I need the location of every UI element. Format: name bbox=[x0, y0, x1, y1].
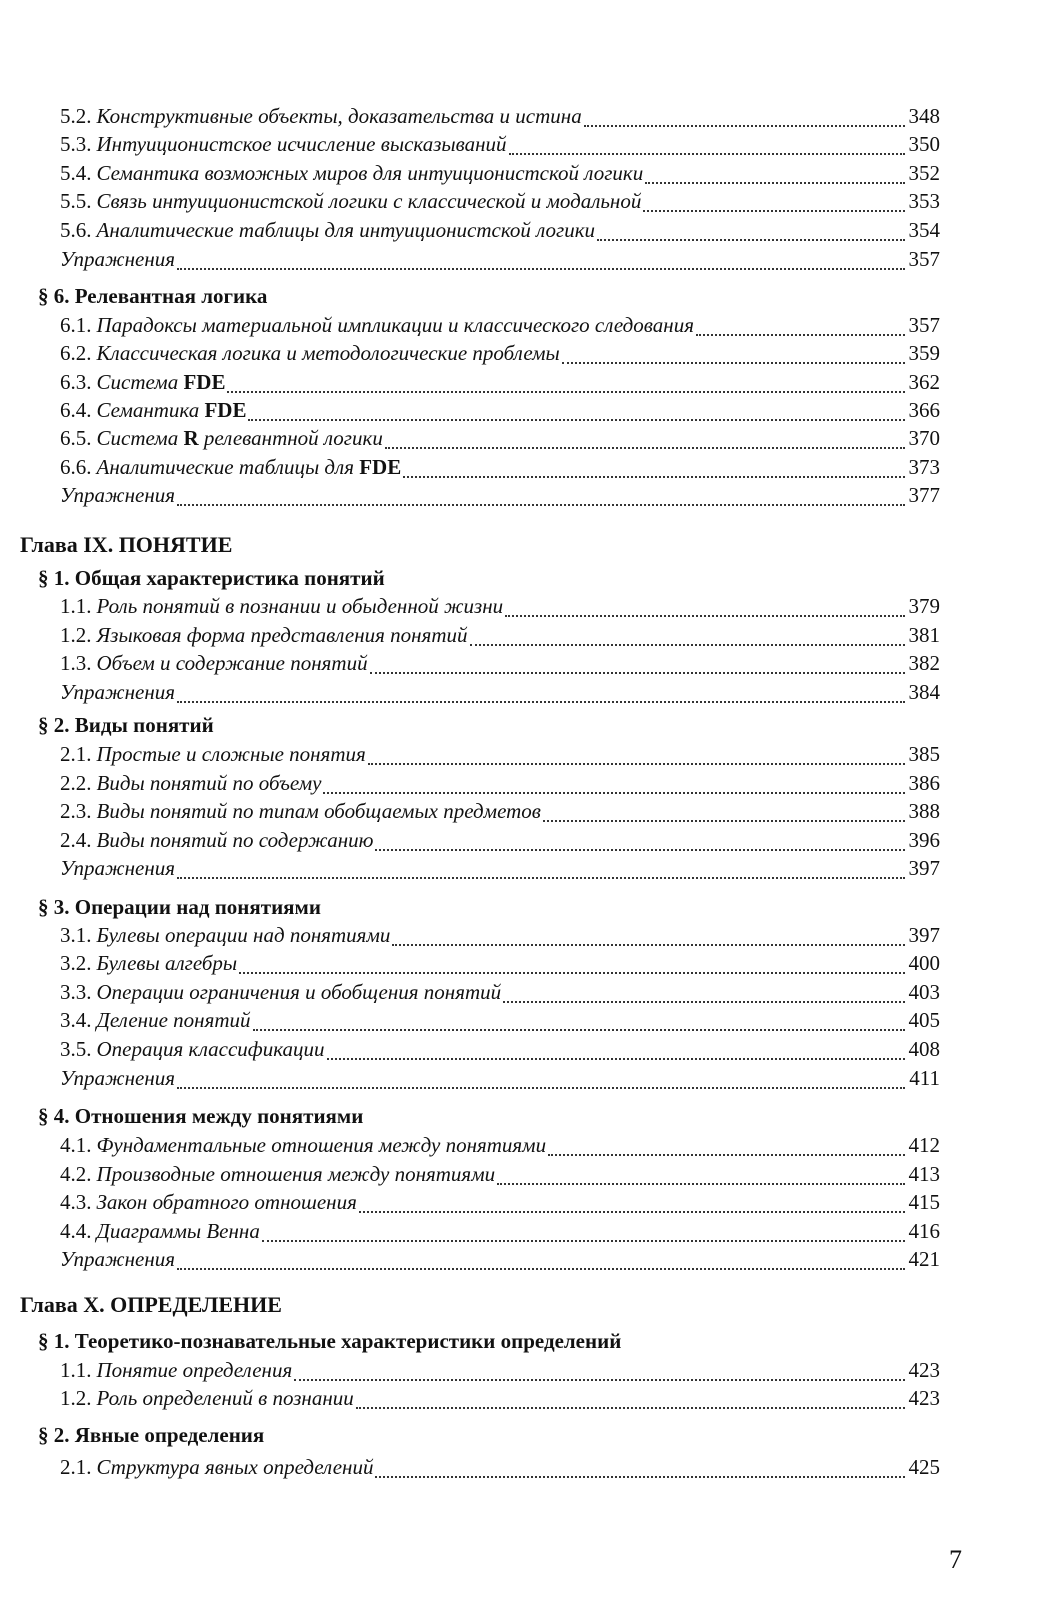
entry-title-text: Связь интуиционистской логики с классической и модальной bbox=[96, 189, 642, 213]
entry-number: 1.1. bbox=[60, 594, 92, 618]
entry-title-text: Деление понятий bbox=[96, 1008, 251, 1032]
section-heading: § 1. Теоретико-познавательные характеристики определений bbox=[38, 1329, 622, 1353]
entry-number: 3.2. bbox=[60, 951, 92, 975]
entry-title bbox=[97, 1006, 251, 1034]
entry-number: 4.4. bbox=[60, 1219, 92, 1243]
entry-number: 3.4. bbox=[60, 1008, 92, 1032]
toc-entry[interactable] bbox=[60, 102, 940, 130]
dot-leader bbox=[294, 1379, 904, 1381]
entry-number: 3.1. bbox=[60, 923, 92, 947]
dot-leader bbox=[505, 615, 904, 617]
entry-number: 4.1. bbox=[60, 1133, 92, 1157]
toc-entry[interactable] bbox=[60, 978, 940, 1006]
dot-leader bbox=[177, 504, 905, 506]
entry-title-text: Понятие определения bbox=[96, 1358, 293, 1382]
entry-title bbox=[97, 216, 596, 244]
entry-number: 2.3. bbox=[60, 799, 92, 823]
entry-title bbox=[97, 1356, 293, 1384]
entry-page: 416 bbox=[908, 1219, 940, 1243]
dot-leader bbox=[248, 419, 904, 421]
dot-leader bbox=[253, 1029, 905, 1031]
entry-title-text: Упражнения bbox=[60, 1066, 175, 1090]
entry-title-text: Парадоксы материальной импликации и классического следования bbox=[96, 313, 694, 337]
entry-number: 6.3. bbox=[60, 370, 92, 394]
entry-title-text: Конструктивные объекты, доказательства и истина bbox=[96, 104, 582, 128]
entry-page: 384 bbox=[908, 680, 940, 704]
entry-page: 403 bbox=[908, 980, 940, 1004]
section-heading: § 2. Виды понятий bbox=[38, 713, 214, 737]
entry-title bbox=[60, 1245, 175, 1273]
entry-title bbox=[60, 1064, 175, 1092]
dot-leader bbox=[177, 877, 905, 879]
toc-entry[interactable] bbox=[60, 396, 940, 424]
toc-entry[interactable] bbox=[60, 481, 940, 509]
entry-page: 411 bbox=[909, 1066, 940, 1090]
entry-page: 353 bbox=[908, 189, 940, 213]
entry-title-text: Закон обратного отношения bbox=[96, 1190, 357, 1214]
toc-entry[interactable] bbox=[60, 826, 940, 854]
entry-number: 6.6. bbox=[60, 455, 92, 479]
dot-leader bbox=[359, 1211, 905, 1213]
toc-entry[interactable] bbox=[60, 797, 940, 825]
entry-title bbox=[97, 339, 560, 367]
entry-number: 4.2. bbox=[60, 1162, 92, 1186]
toc-entry[interactable] bbox=[60, 1160, 940, 1188]
dot-leader bbox=[696, 334, 905, 336]
dot-leader bbox=[227, 391, 904, 393]
toc-entry[interactable] bbox=[60, 649, 940, 677]
toc-entry[interactable] bbox=[60, 1453, 940, 1481]
entry-title bbox=[97, 368, 226, 396]
entry-number: 5.6. bbox=[60, 218, 92, 242]
entry-page: 408 bbox=[908, 1037, 940, 1061]
entry-title-text: Аналитические таблицы для интуиционистской логики bbox=[96, 218, 596, 242]
entry-page: 352 bbox=[908, 161, 940, 185]
entry-title bbox=[97, 592, 504, 620]
entry-number: 6.2. bbox=[60, 341, 92, 365]
toc-entry[interactable] bbox=[60, 187, 940, 215]
dot-leader bbox=[375, 849, 904, 851]
entry-title-text: Структура явных определений bbox=[96, 1455, 374, 1479]
entry-title-text: Простые и сложные понятия bbox=[96, 742, 366, 766]
dot-leader bbox=[177, 268, 905, 270]
toc-entry[interactable] bbox=[60, 1245, 940, 1273]
entry-title-bold: FDE bbox=[183, 370, 226, 394]
entry-title bbox=[97, 1160, 496, 1188]
entry-title-text: Языковая форма представления понятий bbox=[96, 623, 468, 647]
entry-title-text: Диаграммы Венна bbox=[96, 1219, 260, 1243]
dot-leader bbox=[403, 476, 904, 478]
entry-page: 362 bbox=[908, 370, 940, 394]
entry-title bbox=[97, 826, 374, 854]
entry-page: 423 bbox=[908, 1358, 940, 1382]
entry-page: 366 bbox=[908, 398, 940, 422]
entry-title-text: Семантика bbox=[96, 398, 200, 422]
entry-title-text: Система bbox=[96, 370, 179, 394]
toc-entry[interactable] bbox=[60, 740, 940, 768]
entry-title bbox=[97, 187, 642, 215]
entry-number: 1.3. bbox=[60, 651, 92, 675]
entry-title-text: Объем и содержание понятий bbox=[96, 651, 368, 675]
entry-title bbox=[97, 311, 694, 339]
entry-title-text: Упражнения bbox=[60, 680, 175, 704]
toc-entry[interactable] bbox=[60, 1384, 940, 1412]
toc-entry[interactable] bbox=[60, 1035, 940, 1063]
dot-leader bbox=[645, 182, 904, 184]
toc-entry[interactable] bbox=[60, 592, 940, 620]
dot-leader bbox=[509, 153, 905, 155]
entry-page: 425 bbox=[908, 1455, 940, 1479]
entry-page: 423 bbox=[908, 1386, 940, 1410]
entry-title bbox=[97, 130, 507, 158]
dot-leader bbox=[392, 944, 904, 946]
entry-page: 348 bbox=[908, 104, 940, 128]
entry-number: 6.1. bbox=[60, 313, 92, 337]
entry-title bbox=[97, 978, 502, 1006]
entry-page: 381 bbox=[908, 623, 940, 647]
entry-title-text: Виды понятий по типам обобщаемых предметов bbox=[96, 799, 541, 823]
entry-title bbox=[60, 854, 175, 882]
dot-leader bbox=[370, 672, 905, 674]
entry-title-text: Упражнения bbox=[60, 1247, 175, 1271]
entry-title bbox=[97, 102, 582, 130]
toc-entry[interactable] bbox=[60, 368, 940, 396]
chapter-heading: Глава X. ОПРЕДЕЛЕНИЕ bbox=[20, 1292, 282, 1317]
entry-number: 1.1. bbox=[60, 1358, 92, 1382]
toc-entry[interactable] bbox=[60, 678, 940, 706]
entry-title-text: Операция классификации bbox=[96, 1037, 325, 1061]
entry-number: 3.5. bbox=[60, 1037, 92, 1061]
entry-title-text: Упражнения bbox=[60, 856, 175, 880]
toc-entry[interactable] bbox=[60, 769, 940, 797]
chapter-heading: Глава IX. ПОНЯТИЕ bbox=[20, 532, 233, 557]
dot-leader bbox=[368, 763, 905, 765]
entry-page: 379 bbox=[908, 594, 940, 618]
entry-page: 357 bbox=[908, 313, 940, 337]
toc-entry[interactable] bbox=[60, 921, 940, 949]
entry-title bbox=[97, 949, 238, 977]
entry-title-text: Булевы алгебры bbox=[96, 951, 238, 975]
toc-entry[interactable] bbox=[60, 216, 940, 244]
entry-number: 5.3. bbox=[60, 132, 92, 156]
toc-entry[interactable] bbox=[60, 1064, 940, 1092]
entry-title bbox=[97, 396, 247, 424]
entry-title bbox=[60, 678, 175, 706]
dot-leader bbox=[177, 701, 905, 703]
entry-number: 2.1. bbox=[60, 1455, 92, 1479]
toc-entry[interactable] bbox=[60, 453, 940, 481]
toc-entry[interactable] bbox=[60, 621, 940, 649]
entry-number: 5.5. bbox=[60, 189, 92, 213]
entry-page: 377 bbox=[908, 483, 940, 507]
entry-title-text: Классическая логика и методологические проблемы bbox=[96, 341, 560, 365]
dot-leader bbox=[327, 1058, 905, 1060]
toc-entry[interactable] bbox=[60, 424, 940, 452]
toc-entry[interactable] bbox=[60, 1006, 940, 1034]
entry-number: 6.4. bbox=[60, 398, 92, 422]
section-heading: § 6. Релевантная логика bbox=[38, 284, 268, 308]
toc-entry[interactable] bbox=[60, 159, 940, 187]
entry-number: 2.4. bbox=[60, 828, 92, 852]
dot-leader bbox=[385, 447, 905, 449]
entry-page: 396 bbox=[908, 828, 940, 852]
entry-title-bold: FDE bbox=[204, 398, 247, 422]
entry-title bbox=[60, 481, 175, 509]
entry-page: 412 bbox=[908, 1133, 940, 1157]
entry-number: 5.4. bbox=[60, 161, 92, 185]
entry-title-text: Интуиционистское исчисление высказываний bbox=[96, 132, 507, 156]
entry-page: 388 bbox=[908, 799, 940, 823]
entry-page: 370 bbox=[908, 426, 940, 450]
entry-title bbox=[97, 1453, 374, 1481]
dot-leader bbox=[470, 644, 905, 646]
entry-title-text: Производные отношения между понятиями bbox=[96, 1162, 496, 1186]
entry-title-text: Фундаментальные отношения между понятиями bbox=[96, 1133, 547, 1157]
entry-title bbox=[97, 1188, 357, 1216]
toc-entry[interactable] bbox=[60, 949, 940, 977]
dot-leader bbox=[323, 792, 904, 794]
entry-title bbox=[60, 245, 175, 273]
entry-title-bold: R bbox=[183, 426, 199, 450]
dot-leader bbox=[239, 972, 904, 974]
entry-number: 2.2. bbox=[60, 771, 92, 795]
entry-title-text: Система bbox=[96, 426, 179, 450]
entry-title bbox=[97, 159, 644, 187]
dot-leader bbox=[177, 1087, 905, 1089]
toc-entry[interactable] bbox=[60, 245, 940, 273]
entry-title-text: Роль определений в познании bbox=[96, 1386, 354, 1410]
entry-title-text: Упражнения bbox=[60, 483, 175, 507]
entry-number: 4.3. bbox=[60, 1190, 92, 1214]
entry-title bbox=[97, 453, 402, 481]
dot-leader bbox=[503, 1001, 904, 1003]
section-heading: § 3. Операции над понятиями bbox=[38, 895, 321, 919]
dot-leader bbox=[597, 239, 904, 241]
entry-title bbox=[97, 621, 468, 649]
toc-entry[interactable] bbox=[60, 339, 940, 367]
entry-number: 2.1. bbox=[60, 742, 92, 766]
entry-number: 6.5. bbox=[60, 426, 92, 450]
section-heading: § 2. Явные определения bbox=[38, 1423, 265, 1447]
dot-leader bbox=[356, 1407, 905, 1409]
entry-page: 397 bbox=[908, 923, 940, 947]
entry-title bbox=[97, 424, 383, 452]
entry-title bbox=[97, 769, 322, 797]
entry-title bbox=[97, 1035, 325, 1063]
entry-title bbox=[97, 797, 541, 825]
toc-entry[interactable] bbox=[60, 1217, 940, 1245]
entry-title bbox=[97, 649, 368, 677]
entry-page: 385 bbox=[908, 742, 940, 766]
entry-page: 357 bbox=[908, 247, 940, 271]
entry-title-text: Булевы операции над понятиями bbox=[96, 923, 391, 947]
dot-leader bbox=[177, 1268, 905, 1270]
entry-title-text: Виды понятий по содержанию bbox=[96, 828, 374, 852]
section-heading: § 4. Отношения между понятиями bbox=[38, 1104, 364, 1128]
entry-title bbox=[97, 1131, 547, 1159]
entry-number: 1.2. bbox=[60, 1386, 92, 1410]
entry-number: 3.3. bbox=[60, 980, 92, 1004]
section-heading: § 1. Общая характеристика понятий bbox=[38, 566, 385, 590]
entry-page: 373 bbox=[908, 455, 940, 479]
page-number: 7 bbox=[949, 1545, 962, 1574]
entry-title-text: Роль понятий в познании и обыденной жизни bbox=[96, 594, 504, 618]
dot-leader bbox=[562, 362, 905, 364]
entry-page: 359 bbox=[908, 341, 940, 365]
entry-title bbox=[97, 1217, 260, 1245]
dot-leader bbox=[643, 210, 904, 212]
toc-entry[interactable] bbox=[60, 1356, 940, 1384]
dot-leader bbox=[375, 1476, 904, 1478]
entry-title bbox=[97, 1384, 354, 1412]
entry-page: 405 bbox=[908, 1008, 940, 1032]
toc-entry[interactable] bbox=[60, 1188, 940, 1216]
dot-leader bbox=[497, 1183, 904, 1185]
entry-page: 415 bbox=[908, 1190, 940, 1214]
entry-title-text: Операции ограничения и обобщения понятий bbox=[96, 980, 502, 1004]
toc-entry[interactable] bbox=[60, 130, 940, 158]
entry-title-text: Аналитические таблицы для bbox=[96, 455, 354, 479]
entry-title-text: Упражнения bbox=[60, 247, 175, 271]
dot-leader bbox=[548, 1154, 904, 1156]
entry-page: 386 bbox=[908, 771, 940, 795]
entry-title-text: Семантика возможных миров для интуиционистской логики bbox=[96, 161, 644, 185]
entry-title-text: Виды понятий по объему bbox=[96, 771, 322, 795]
dot-leader bbox=[262, 1240, 905, 1242]
entry-page: 350 bbox=[908, 132, 940, 156]
entry-page: 413 bbox=[908, 1162, 940, 1186]
entry-page: 382 bbox=[908, 651, 940, 675]
entry-page: 421 bbox=[908, 1247, 940, 1271]
entry-page: 397 bbox=[908, 856, 940, 880]
entry-number: 1.2. bbox=[60, 623, 92, 647]
entry-title bbox=[97, 921, 391, 949]
entry-title-rest: релевантной логики bbox=[203, 426, 383, 450]
entry-page: 400 bbox=[908, 951, 940, 975]
entry-page: 354 bbox=[908, 218, 940, 242]
toc-entry[interactable] bbox=[60, 311, 940, 339]
dot-leader bbox=[584, 125, 905, 127]
dot-leader bbox=[543, 820, 905, 822]
entry-title bbox=[97, 740, 366, 768]
entry-number: 5.2. bbox=[60, 104, 92, 128]
entry-title-bold: FDE bbox=[359, 455, 402, 479]
toc-entry[interactable] bbox=[60, 1131, 940, 1159]
toc-entry[interactable] bbox=[60, 854, 940, 882]
